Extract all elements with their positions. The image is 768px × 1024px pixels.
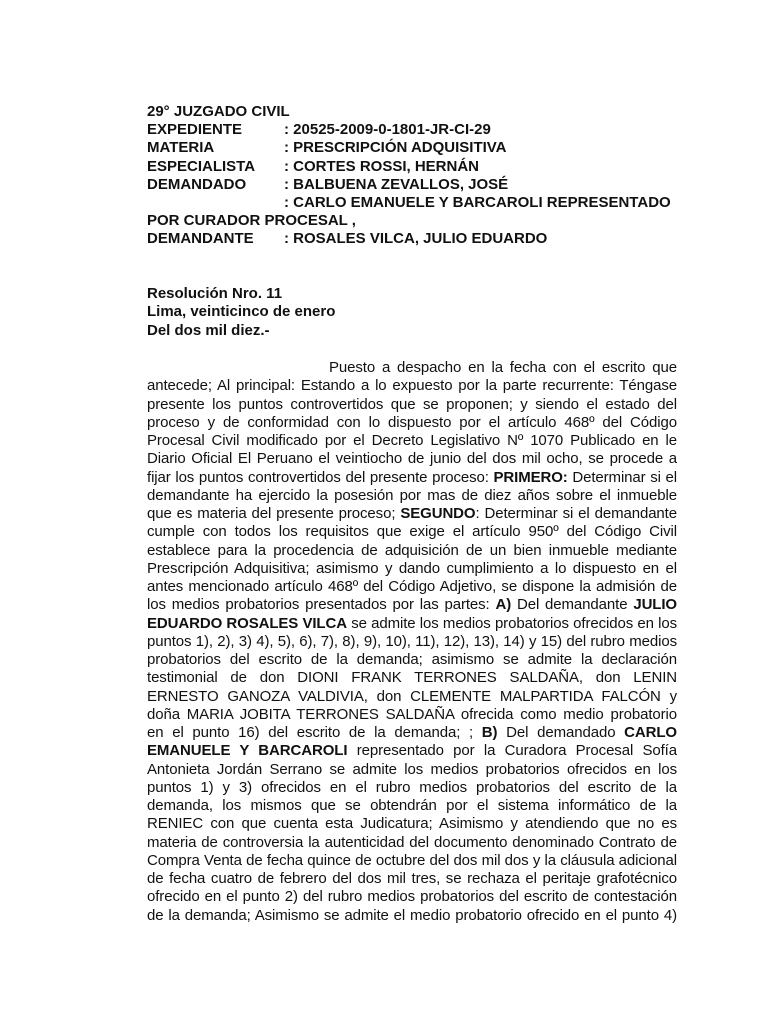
body-line: antecede; Al principal: Estando a lo expuesto por la parte recurrente: Téngase bbox=[147, 377, 677, 395]
resolution-body bbox=[147, 359, 677, 925]
header-value: : CORTES ROSSI, HERNÁN bbox=[284, 157, 480, 175]
body-line: puntos 1) y 3) ofrecidos en el rubro medios probatorios del escrito de la bbox=[147, 778, 677, 796]
body-line: presente los puntos controvertidos que se proponen; y siendo el estado del bbox=[147, 395, 677, 413]
header-row-demandado-2 bbox=[147, 194, 677, 212]
bold-term: PRIMERO: bbox=[493, 468, 568, 486]
body-line bbox=[147, 724, 677, 742]
body-line: Procesal Civil modificado por el Decreto Legislativo Nº 1070 Publicado en le bbox=[147, 432, 677, 449]
bold-term: A) bbox=[495, 596, 512, 614]
bold-name: CARLO bbox=[624, 724, 677, 741]
body-line: materia de controversia la autenticidad del documento denominado Contrato de bbox=[147, 833, 677, 851]
body-line: ofrecido en el punto 2) del rubro medios probatorios del escrito de contestación bbox=[147, 888, 677, 906]
header-label: DEMANDADO bbox=[147, 175, 247, 193]
body-text: representado por la Curadora Procesal Sofía bbox=[347, 742, 677, 760]
bold-name: EMANUELE Y BARCAROLI bbox=[147, 742, 348, 760]
body-line: de fecha cuatro de febrero del dos mil tres, se rechaza el peritaje grafotécnico bbox=[147, 870, 677, 887]
body-line bbox=[147, 469, 677, 487]
body-line bbox=[147, 742, 677, 760]
body-line: Prescripción Adquisitiva; asimismo y dando cumplimiento a lo dispuesto en el bbox=[147, 559, 677, 577]
body-line: Compra Venta de fecha quince de octubre del dos mil dos y la cláusula adicional bbox=[147, 851, 677, 869]
header-value: : 20525-2009-0-1801-JR-CI-29 bbox=[284, 121, 491, 139]
header-value: : ROSALES VILCA, JULIO EDUARDO bbox=[284, 230, 548, 248]
body-text: en el punto 16) del escrito de la demanda; ; bbox=[147, 724, 482, 741]
body-text: los medios probatorios presentados por las partes: bbox=[147, 596, 496, 614]
body-line: ERNESTO GANOZA VALDIVIA, don CLEMENTE MALPARTIDA FALCÓN y bbox=[147, 687, 677, 705]
body-line: proceso y de conformidad con lo dispuesto por el artículo 468º del Código bbox=[147, 413, 677, 431]
header-row-expediente bbox=[147, 121, 677, 139]
body-text: se admite los medios probatorios ofrecidos en los bbox=[346, 614, 677, 632]
header-label: ESPECIALISTA bbox=[147, 157, 256, 175]
bold-name: EDUARDO ROSALES VILCA bbox=[147, 614, 347, 632]
resolution-number: Resolución Nro. 11 bbox=[147, 285, 283, 302]
bold-term: SEGUNDO bbox=[400, 505, 476, 522]
body-line bbox=[147, 596, 677, 614]
court-name: 29° JUZGADO CIVIL bbox=[147, 103, 290, 120]
header-label: EXPEDIENTE bbox=[147, 121, 243, 139]
body-line: antes mencionado artículo 468º del Código Adjetivo, se dispone la admisión de bbox=[147, 578, 677, 595]
bold-name: JULIO bbox=[633, 596, 677, 614]
header-value: : CARLO EMANUELE Y BARCAROLI REPRESENTADO bbox=[284, 194, 671, 212]
body-text: : Determinar si el demandante bbox=[475, 505, 677, 522]
body-line: doña MARIA JOBITA TERRONES SALDAÑA ofrecida como medio probatorio bbox=[147, 705, 677, 723]
resolution-date-year: Del dos mil diez.- bbox=[147, 321, 270, 339]
body-line: demanda, los mismos que se obtendrán por el sistema informático de la bbox=[147, 797, 677, 814]
body-line: puntos 1), 2), 3) 4), 5), 6), 7), 8), 9), 10), 11), 12), 13), 14) y 15) del rubro medios bbox=[147, 632, 677, 650]
header-value: : PRESCRIPCIÓN ADQUISITIVA bbox=[284, 139, 507, 157]
resolution-block bbox=[147, 285, 677, 340]
body-line: Antonieta Jordán Serrano se admite los medios probatorios ofrecidos en los bbox=[147, 760, 677, 778]
header-row-especialista bbox=[147, 158, 677, 176]
body-text: que es materia del presente proceso; bbox=[147, 505, 401, 522]
body-text: Del demandado bbox=[497, 724, 625, 741]
header-label bbox=[147, 194, 284, 212]
header-row-materia bbox=[147, 139, 677, 157]
body-line bbox=[147, 505, 677, 523]
body-line: cumple con todos los requisitos que exige el artículo 950º del Código Civil bbox=[147, 523, 677, 541]
case-header bbox=[147, 103, 677, 249]
body-line: de la demanda; Asimismo se admite el medio probatorio ofrecido en el punto 4) bbox=[147, 906, 677, 924]
body-text: Determinar si el bbox=[567, 468, 677, 486]
body-text: fijar los puntos controvertidos del presente proceso: bbox=[147, 468, 494, 486]
body-line bbox=[147, 615, 677, 633]
body-line: RENIEC con que cuenta esta Judicatura; Asimismo y atendiendo que no es bbox=[147, 815, 677, 833]
body-line: probatorios del escrito de la demanda; asimismo se admite la declaración bbox=[147, 651, 677, 668]
body-text: Del demandante bbox=[511, 596, 634, 614]
header-label: DEMANDANTE bbox=[147, 230, 254, 248]
body-line: Puesto a despacho en la fecha con el escrito que bbox=[329, 359, 677, 376]
body-line: demandante ha ejercido la posesión por mas de diez años sobre el inmueble bbox=[147, 486, 677, 504]
header-row-demandante bbox=[147, 230, 677, 248]
header-continuation: POR CURADOR PROCESAL , bbox=[147, 212, 356, 230]
body-line: establece para la procedencia de adquisición de un bien inmueble mediante bbox=[147, 541, 677, 559]
resolution-date: Lima, veinticinco de enero bbox=[147, 303, 336, 321]
header-row-demandado bbox=[147, 176, 677, 194]
header-label: MATERIA bbox=[147, 139, 215, 157]
body-line: testimonial de don DIONI FRANK TERRONES SALDAÑA, don LENIN bbox=[147, 669, 677, 687]
bold-term: B) bbox=[481, 724, 498, 741]
header-value: : BALBUENA ZEVALLOS, JOSÉ bbox=[284, 175, 509, 193]
body-line: Diario Oficial El Peruano el veintiocho de junio del dos mil ocho, se procede a bbox=[147, 450, 677, 468]
